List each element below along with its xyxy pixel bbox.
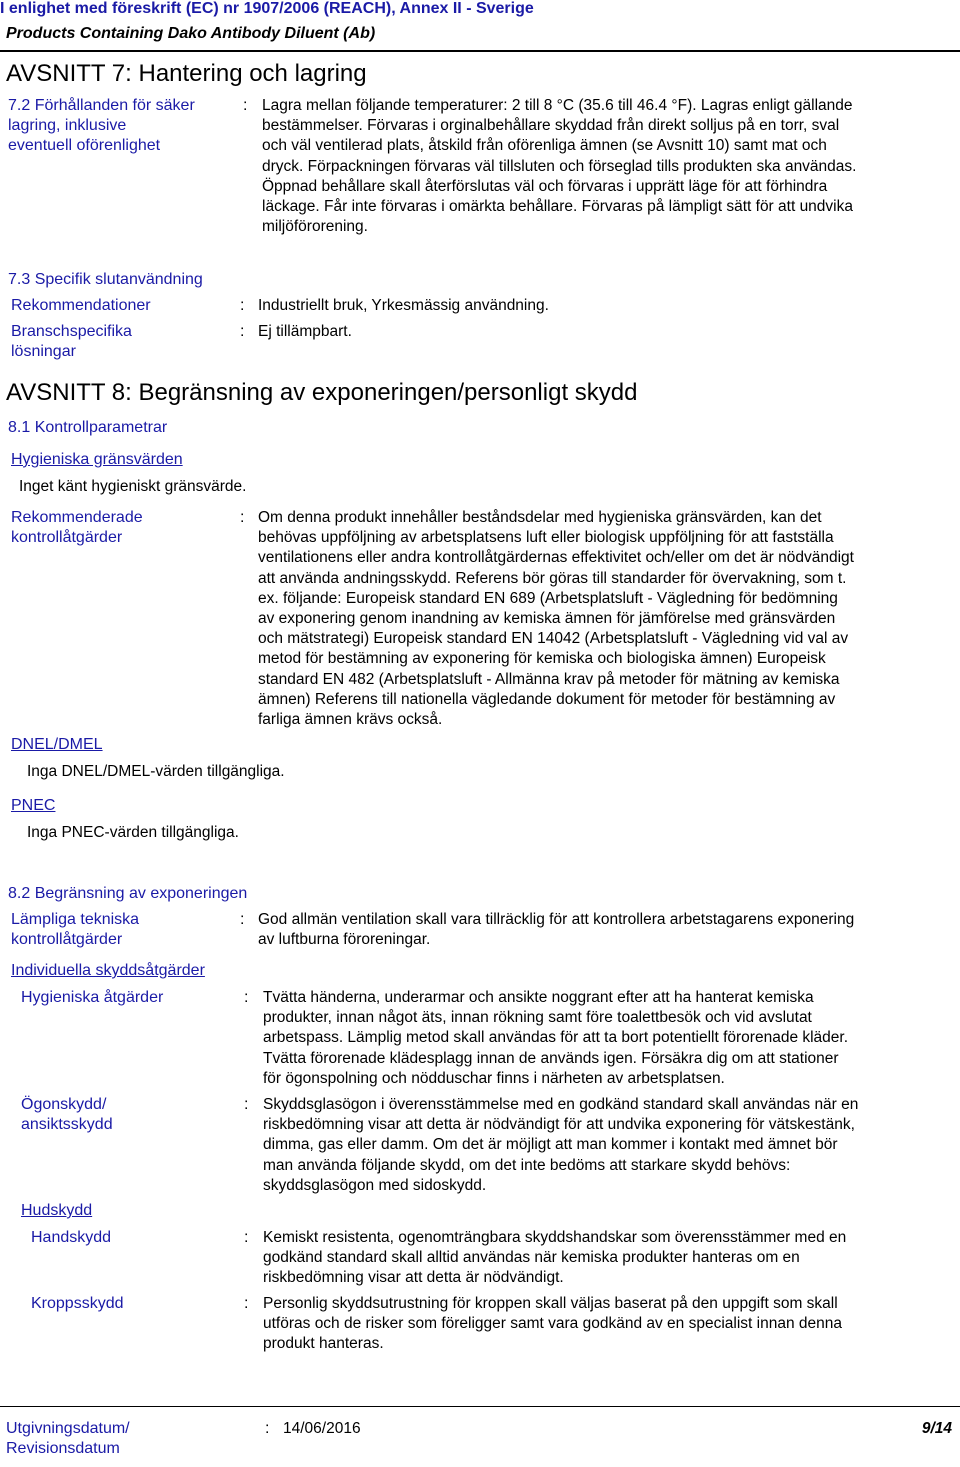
body-protection-label: Kroppsskydd [31,1295,124,1312]
text-line: ämnen) Referens till nationella vägledande dokument för metoder för bestämning av [258,690,836,708]
storage-conditions-text [262,96,856,237]
branch-specific-label [11,322,132,362]
text-line: riskbedömning visar att detta är nödvändigt för att undvika exponering för vätskestänk, [263,1116,855,1134]
product-name: Products Containing Dako Antibody Diluent (Ab) [6,25,376,42]
colon: : [240,323,245,340]
text-line: Tvätta händerna, underarmar och ansikte noggrant efter att ha hanterat kemiska [263,989,814,1006]
label-line: lagring, inklusive [8,117,127,134]
text-line: ventilationens eller andra kontrollåtgärdernas effektivitet och/eller om det är nödvändigt [258,549,854,567]
label-line: 7.2 Förhållanden för säker [8,97,195,114]
pnec-label: PNEC [11,797,56,814]
label-line: Revisionsdatum [6,1440,120,1457]
recommended-controls-text [258,508,854,730]
text-line: ex. följande: Europeisk standard EN 689 (Arbetsplatsluft - Vägledning för bedömning [258,589,838,607]
eye-protection-text [263,1095,858,1196]
colon: : [265,1420,270,1437]
text-line: och mätstrategi) Europeisk standard EN 14042 (Arbetsplatsluft - Vägledning vid val av [258,630,849,648]
text-line: Om denna produkt innehåller beståndsdelar med hygieniska gränsvärden, kan det [258,509,822,526]
text-line: Kemiskt resistenta, ogenomträngbara skyddshandskar som överensstämmer med en [263,1229,847,1246]
hand-protection-text [263,1228,846,1289]
text-line: God allmän ventilation skall vara tillräcklig för att kontrollera arbetstagarens exponering [258,911,855,928]
individual-protection-label: Individuella skyddsåtgärder [11,962,205,979]
text-line: produkter, innan något äts, innan rökning samt före toalettbesök och vid avslutat [263,1009,812,1027]
text-line: Lagra mellan följande temperaturer: 2 till 8 °C (35.6 till 46.4 °F). Lagras enligt gällande [262,97,853,114]
text-line: bestämmelser. Förvaras i orginalbehållare skyddad från direkt solljus på en torr, sval [262,117,840,135]
text-line: miljöförorening. [262,218,368,236]
label-line: lösningar [11,343,76,360]
hygiene-measures-text [263,988,848,1089]
subsection-8-2-title: 8.2 Begränsning av exponeringen [8,885,248,902]
text-line: godkänd standard skall alltid användas när kemiska produkter hanteras om en [263,1249,800,1267]
colon: : [244,989,249,1006]
technical-controls-label [11,910,139,950]
text-line: dryck. Förpackningen förvaras väl tillsluten och förseglad tills produkten ska användas. [262,157,857,175]
label-7-2 [8,96,195,156]
label-line: kontrollåtgärder [11,931,123,948]
section-7-title: AVSNITT 7: Hantering och lagring [6,60,367,87]
footer-rule [0,1406,960,1407]
colon: : [243,97,248,114]
hand-protection-label: Handskydd [31,1229,112,1246]
text-line: Personlig skyddsutrustning för kroppen skall väljas baserat på den uppgift som skall [263,1295,838,1312]
colon: : [240,509,245,526]
eye-protection-label [21,1095,113,1135]
text-line: metod för bestämning av exponering för kemiska och biologiska ämnen) Europeisk [258,650,826,668]
text-line: arbetspass. Lämplig metod skall användas för att ta bort potentiellt förorenade kläder. [263,1029,849,1047]
skin-protection-label: Hudskydd [21,1202,93,1219]
text-line: dimma, gas eller damm. Om det är möjligt att man kommer i kontakt med ämnet bör [263,1136,838,1154]
text-line: Tvätta förorenade klädesplagg innan de används igen. Försäkra dig om att stationer [263,1049,839,1067]
page-number: 9/14 [921,1420,952,1437]
text-line: för ögonspolning och nödduschar finns i närheten av arbetsplatsen. [263,1069,725,1087]
text-line: produkt hanteras. [263,1335,384,1353]
text-line: av exponering genom inandning av kemiska ämnen för jämförelse med gränsvärden [258,610,836,628]
text-line: behövas uppföljning av arbetsplatsens luft eller biologisk uppföljning för att fastställa [258,529,834,547]
hygienic-limits-label: Hygieniska gränsvärden [11,451,183,468]
label-line: eventuell oförenlighet [8,137,161,154]
label-line: kontrollåtgärder [11,529,123,546]
text-line: Öppnad behållare skall återförslutas väl och förvaras i upprätt läge för att förhindra [262,177,828,195]
dnel-dmel-text: Inga DNEL/DMEL-värden tillgängliga. [27,763,285,780]
text-line: läckage. Får inte förvaras i omärkta behållare. Förvaras på lämpligt sätt för att undvika [262,198,853,216]
issue-date-value: 14/06/2016 [283,1420,361,1437]
text-line: farliga ämnen krävs också. [258,711,443,729]
regulation-header: I enlighet med föreskrift (EC) nr 1907/2006 (REACH), Annex II - Sverige [0,0,534,17]
text-line: och väl ventilerad plats, åtskild från oförenliga ämnen (se Avsnitt 10) samt mat och [262,137,827,155]
body-protection-text [263,1294,842,1355]
text-line: Skyddsglasögon i överensstämmelse med en godkänd standard skall användas när en [263,1096,859,1113]
text-line: att använda andningsskydd. Referens bör göras till standarder för övervakning, som t. [258,569,847,587]
text-line: av luftburna föroreningar. [258,931,431,949]
branch-specific-value: Ej tillämpbart. [258,323,352,340]
label-line: Lämpliga tekniska [11,911,140,928]
label-line: ansiktsskydd [21,1116,113,1133]
section-8-title: AVSNITT 8: Begränsning av exponeringen/personligt skydd [6,379,638,406]
colon: : [240,911,245,928]
text-line: utföras och de risker som föreligger samt vara godkänd av en specialist innan denna [263,1315,842,1333]
recommendations-value: Industriellt bruk, Yrkesmässig användning. [258,297,549,314]
text-line: standard EN 482 (Arbetsplatsluft - Allmänna krav på metoder för mätning av kemiska [258,670,840,688]
colon: : [240,297,245,314]
label-line: Ögonskydd/ [21,1096,107,1113]
label-line: Utgivningsdatum/ [6,1420,130,1437]
text-line: riskbedömning visar att detta är nödvändigt. [263,1269,564,1287]
colon: : [244,1295,249,1312]
colon: : [244,1229,249,1246]
text-line: skyddsglasögon med sidoskydd. [263,1176,487,1194]
recommended-controls-label [11,508,143,548]
label-line: Branschspecifika [11,323,132,340]
pnec-text: Inga PNEC-värden tillgängliga. [27,824,239,841]
subsection-8-1-title: 8.1 Kontrollparametrar [8,419,168,436]
recommendations-label: Rekommendationer [11,297,151,314]
colon: : [244,1096,249,1113]
subsection-7-3-title: 7.3 Specifik slutanvändning [8,271,203,288]
label-line: Rekommenderade [11,509,143,526]
technical-controls-text [258,910,854,950]
hygienic-limits-text: Inget känt hygieniskt gränsvärde. [19,478,247,495]
hygiene-measures-label: Hygieniska åtgärder [21,989,164,1006]
header-rule [0,50,960,52]
issue-date-label [6,1419,130,1459]
text-line: man använda följande skydd, om det inte bedöms att starkare skydd behövs: [263,1156,791,1174]
dnel-dmel-label: DNEL/DMEL [11,736,103,753]
